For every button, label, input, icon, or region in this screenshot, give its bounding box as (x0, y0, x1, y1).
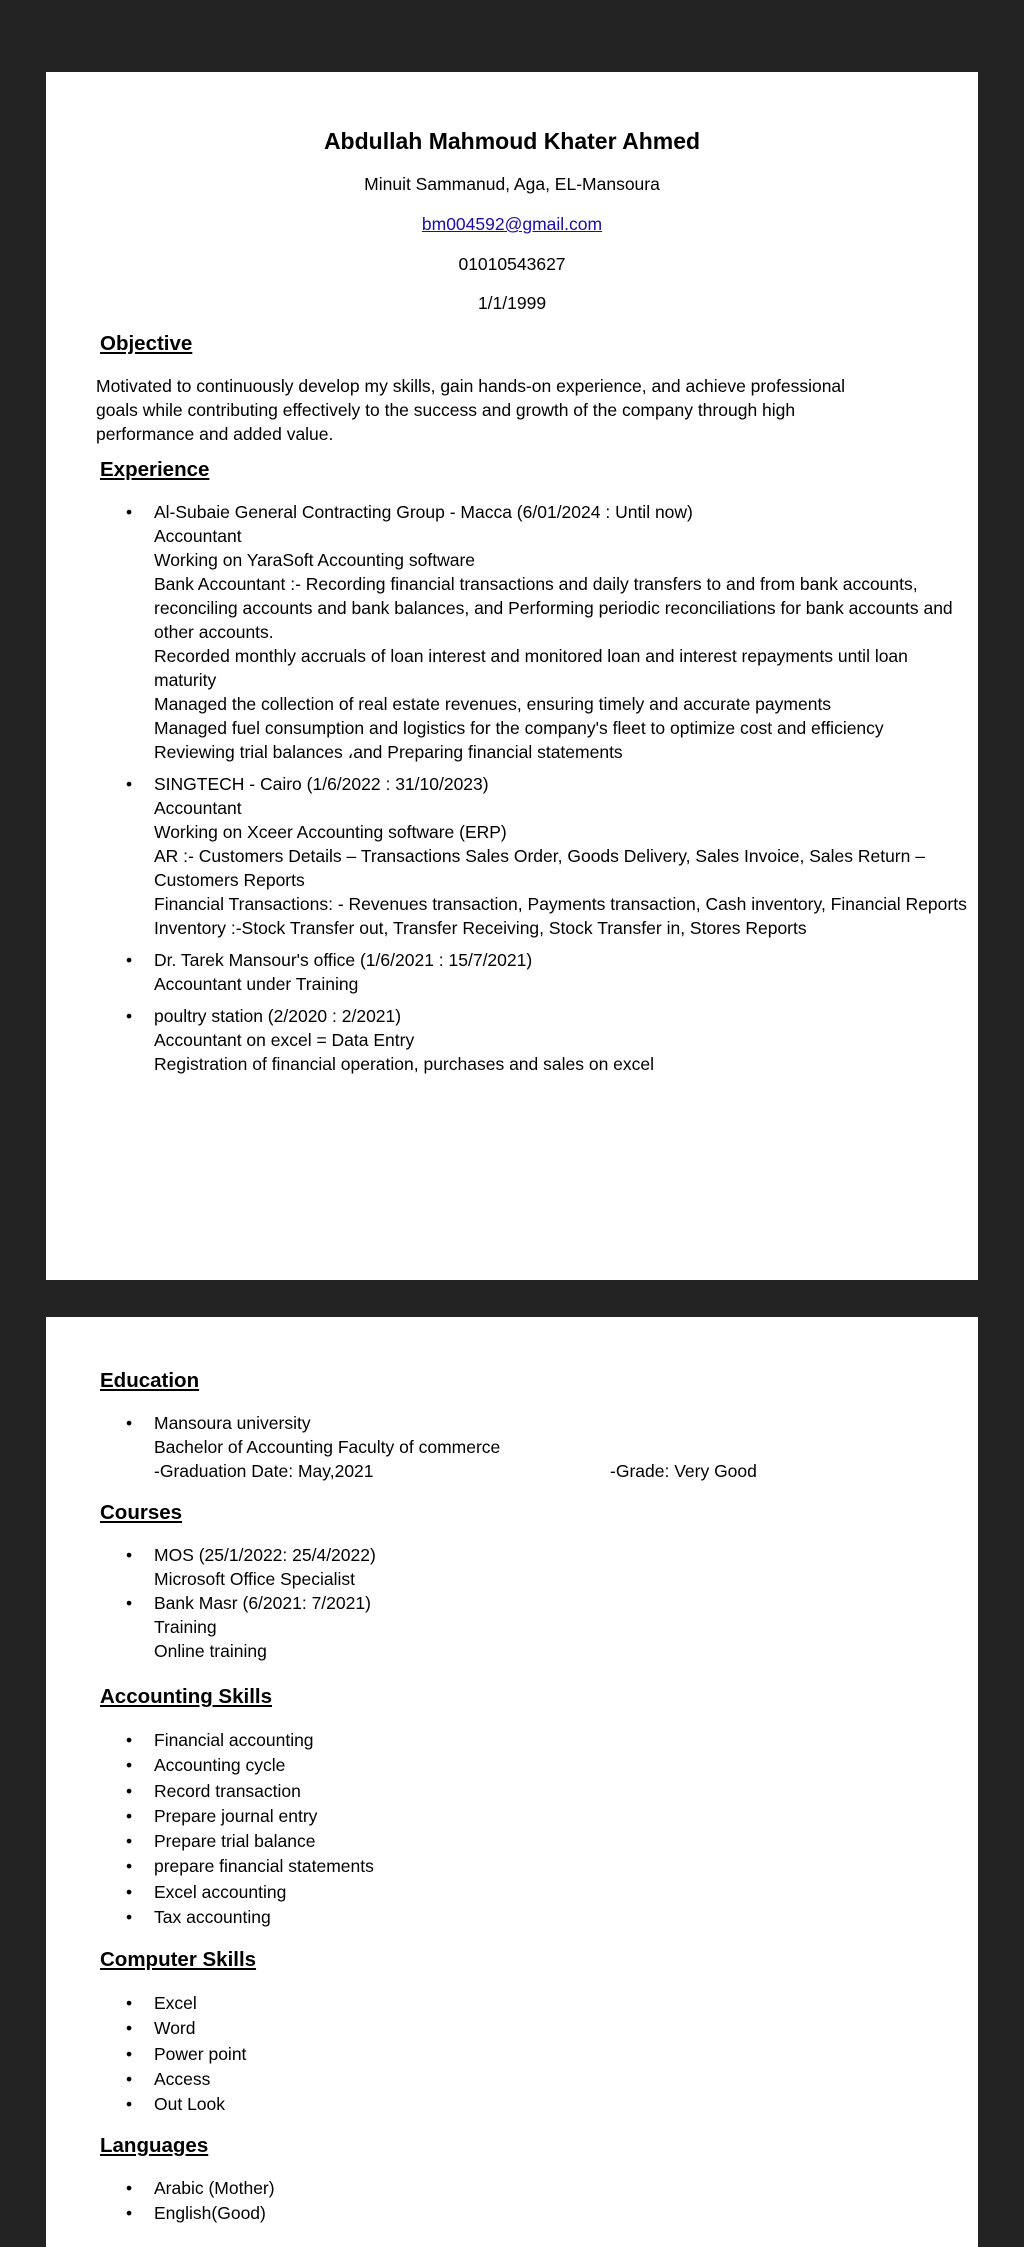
list-item-line: Working on Xceer Accounting software (ERP) (154, 822, 507, 842)
list-item: • Excel (100, 1991, 970, 2016)
graduation-grade-row (154, 1459, 970, 1483)
list-item-line: Working on YaraSoft Accounting software (154, 550, 476, 570)
computer-skills-heading: Computer Skills (100, 1948, 257, 1971)
list-item-line: Financial Transactions: - Revenues transaction, Payments transaction, Cash inventory, Financial Reports (154, 894, 967, 914)
list-item-line: Reviewing trial balances ،and Preparing financial statements (154, 742, 623, 762)
list-item-line: • Dr. Tarek Mansour's office (1/6/2021 : 15/7/2021) (154, 950, 533, 970)
experience-heading: Experience (100, 458, 210, 481)
list-item: • Out Look (100, 2092, 970, 2117)
degree: Bachelor of Accounting Faculty of commerce (154, 1437, 501, 1457)
education-list (100, 1411, 970, 1483)
list-item (100, 772, 970, 940)
list-item (100, 948, 970, 996)
accounting-skills-list (100, 1728, 970, 1930)
address: Minuit Sammanud, Aga, EL-Mansoura (364, 174, 660, 194)
grade: -Grade: Very Good (610, 1461, 757, 1481)
list-item-line: • poultry station (2/2020 : 2/2021) (154, 1006, 402, 1026)
list-item-line: Recorded monthly accruals of loan interest and monitored loan and interest repayments until loan maturity (154, 646, 908, 690)
list-item (100, 1543, 970, 1591)
list-item-line: • MOS (25/1/2022: 25/4/2022) (154, 1545, 376, 1565)
birthdate: 1/1/1999 (477, 293, 547, 313)
graduation-date: -Graduation Date: May,2021 (154, 1461, 374, 1481)
list-item: • Record transaction (100, 1779, 970, 1804)
university: • Mansoura university (154, 1413, 311, 1433)
list-item: • Prepare trial balance (100, 1829, 970, 1854)
list-item: • Excel accounting (100, 1880, 970, 1905)
list-item-line: Bank Accountant :- Recording financial transactions and daily transfers to and from bank accounts, reconciling accounts and bank balances, and Performing periodic reconciliations for bank accounts and other accounts. (154, 574, 953, 642)
list-item-line: Accountant under Training (154, 974, 359, 994)
list-item-line: Managed fuel consumption and logistics for the company's fleet to optimize cost and efficiency (154, 718, 884, 738)
computer-skills-list (100, 1991, 970, 2117)
email-line (46, 214, 978, 235)
list-item-line: • Bank Masr (6/2021: 7/2021) (154, 1593, 371, 1613)
list-item: • Power point (100, 2042, 970, 2067)
list-item-line: Training (154, 1617, 217, 1637)
list-item: • Word (100, 2016, 970, 2041)
list-item-line: Online training (154, 1641, 267, 1661)
list-item-line: Microsoft Office Specialist (154, 1569, 355, 1589)
list-item-line: Inventory :-Stock Transfer out, Transfer Receiving, Stock Transfer in, Stores Reports (154, 918, 807, 938)
list-item: • prepare financial statements (100, 1854, 970, 1879)
courses-heading: Courses (100, 1501, 183, 1524)
courses-list (100, 1543, 970, 1663)
list-item: • Arabic (Mother) (100, 2176, 970, 2201)
education-heading: Education (100, 1369, 200, 1392)
list-item-line: Accountant (154, 798, 242, 818)
list-item (100, 1591, 970, 1663)
list-item (100, 500, 970, 764)
list-item: • Financial accounting (100, 1728, 970, 1753)
resume-page-2 (46, 1317, 978, 2247)
list-item: • Prepare journal entry (100, 1804, 970, 1829)
list-item-line: • SINGTECH - Cairo (1/6/2022 : 31/10/2023) (154, 774, 489, 794)
objective-text: Motivated to continuously develop my skills, gain hands-on experience, and achieve professional goals while contributing effectively to the success and growth of the company through high performance and added value. (96, 376, 846, 444)
candidate-name: Abdullah Mahmoud Khater Ahmed (323, 128, 701, 154)
resume-page-1 (46, 72, 978, 1280)
experience-list (100, 500, 970, 1084)
list-item: • English(Good) (100, 2201, 970, 2226)
list-item-line: Accountant on excel = Data Entry (154, 1030, 415, 1050)
list-item-line: AR :- Customers Details – Transactions Sales Order, Goods Delivery, Sales Invoice, Sales Return – Customers Reports (154, 846, 925, 890)
accounting-skills-heading: Accounting Skills (100, 1685, 272, 1708)
list-item-line: Registration of financial operation, purchases and sales on excel (154, 1054, 655, 1074)
languages-list (100, 2176, 970, 2227)
list-item: • Access (100, 2067, 970, 2092)
email-link[interactable]: bm004592@gmail.com (421, 214, 603, 234)
list-item-line: Accountant (154, 526, 242, 546)
list-item (100, 1411, 970, 1483)
list-item-line: • Al-Subaie General Contracting Group - Macca (6/01/2024 : Until now) (154, 502, 693, 522)
list-item: • Accounting cycle (100, 1753, 970, 1778)
languages-heading: Languages (100, 2134, 209, 2157)
list-item (100, 1004, 970, 1076)
phone: 01010543627 (458, 254, 566, 274)
list-item: • Tax accounting (100, 1905, 970, 1930)
list-item-line: Managed the collection of real estate revenues, ensuring timely and accurate payments (154, 694, 832, 714)
objective-heading: Objective (100, 332, 193, 355)
